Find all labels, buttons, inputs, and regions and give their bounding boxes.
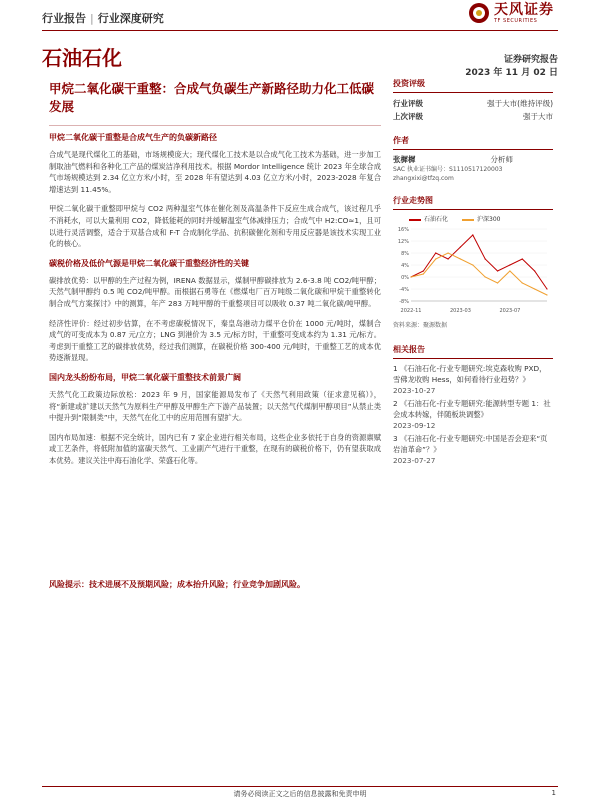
report-title: 甲烷二氧化碳干重整：合成气负碳生产新路径助力化工低碳发展 (49, 81, 375, 114)
data-point (435, 258, 436, 259)
footer-disclaimer: 请务必阅读正文之后的信息披露和免责申明 (233, 790, 367, 798)
section-heading-3: 国内龙头纷纷布局，甲烷二氧化碳干重整技术前景广阔 (49, 372, 241, 382)
related-report-date: 2023-07-27 (393, 456, 436, 465)
data-point (509, 270, 510, 271)
y-tick-label: 16% (397, 227, 409, 233)
trend-title: 行业走势图 (393, 195, 553, 210)
risk-warning: 风险提示：技术进展不及预期风险；成本抬升风险；行业竞争加剧风险。 (49, 580, 305, 589)
data-point (447, 258, 448, 259)
y-tick-label: 12% (397, 239, 409, 245)
author-role: 分析师 (490, 155, 513, 164)
rating-row (393, 97, 553, 110)
y-tick-label: 4% (401, 263, 409, 269)
chart-source: 资料来源：聚源数据 (393, 322, 448, 329)
data-point (460, 246, 461, 247)
related-report-date: 2023-09-12 (393, 421, 436, 430)
data-point (447, 252, 448, 253)
related-report-title[interactable]: 2 《石油石化-行业专题研究:能源转型专题 1：社会成本转嫁，伴随板块调整》 (393, 399, 551, 419)
rating-key: 上次评级 (393, 112, 423, 121)
legend-item (409, 214, 448, 223)
data-point (534, 270, 535, 271)
report-type: 证券研究报告 (503, 55, 558, 65)
author-email[interactable]: zhangxixi@tfzq.com (393, 175, 454, 182)
data-point (423, 273, 424, 274)
section-heading-1: 甲烷二氧化碳干重整是合成气生产的负碳新路径 (49, 133, 217, 142)
x-tick-label: 2023-03 (450, 308, 471, 314)
series-line-0 (411, 235, 547, 289)
data-point (534, 288, 535, 289)
data-point (497, 282, 498, 283)
x-tick-label: 2022-11 (400, 308, 422, 314)
paragraph: 碳排放优势：以甲醇的生产过程为例，IRENA 数据显示，煤制甲醇碳排放为 2.6-3.8 吨 CO2/吨甲醇；天然气制甲醇约 0.5 吨 CO2/吨甲醇。而根据石勇等在《燃煤电厂百万吨级二氧化碳和甲烷干重整转化制合成气方案探讨》中的测算，年产 283 万吨甲醇的干重整项目可以吸收 0.37 吨二氧化碳/吨甲醇。 (49, 275, 381, 308)
header-bar (42, 10, 164, 26)
author-row (393, 154, 513, 165)
author-cert: SAC 执业证书编号：S1110517120003 (393, 166, 503, 173)
data-point (460, 258, 461, 259)
data-point (485, 258, 486, 259)
related-report[interactable] (393, 363, 553, 396)
rating-title: 投资评级 (393, 78, 553, 93)
footer-divider (42, 786, 558, 787)
y-tick-label: -8% (399, 299, 409, 305)
summary-column (49, 125, 381, 474)
related-report-title[interactable]: 3 《石油石化-行业专题研究:中国是否会迎来“页岩油革命”？》 (393, 434, 548, 454)
related-title: 相关报告 (393, 344, 553, 359)
data-point (546, 294, 547, 295)
rating-row (393, 110, 553, 123)
paragraph: 甲烷二氧化碳干重整即甲烷与 CO2 两种温室气体在催化剂及高温条件下反应生成合成气，该过程几乎不消耗水，可以大量利用 CO2，降低能耗的同时并缓解温室气体减排压力；合成气中 H2:CO≈1，且可以进行灵活调整，适合于双基合成和 F-T 合成制化学品、抗积碳催化剂和专用反应器是该技术实现工业化的核心。 (49, 204, 381, 249)
section-heading-2: 碳税价格及低价气源是甲烷二氧化碳干重整经济性的关键 (49, 258, 249, 268)
related-report[interactable] (393, 398, 553, 431)
legend-label: 石油石化 (424, 216, 449, 223)
header-subcategory: 行业深度研究 (97, 12, 164, 25)
data-point (497, 270, 498, 271)
report-date: 2023 年 11 月 02 日 (465, 68, 558, 78)
paragraph: 经济性评价：经过初步估算，在不考虑碳税情况下，秦皇岛港动力煤平仓价在 1000 元/吨时，煤制合成气的可变成本为 0.87 元/立方；LNG 到港价为 3.5 元/标方时，干重整可变成本约为 1.31 元/标方。考虑到干重整工艺的碳排放优势，经过我们测算，在碳税价格 300-400 元/吨时，干重整工艺的成本优势逐渐显现。 (49, 318, 381, 363)
related-report-title[interactable]: 1 《石油石化-行业专题研究:埃克森收购 PXD，雪佛龙收购 Hess，如何看待行业趋势？》 (393, 364, 547, 384)
y-tick-label: -4% (399, 287, 409, 293)
data-point (522, 258, 523, 259)
chart-legend (409, 214, 553, 223)
legend-swatch (409, 219, 421, 221)
header-divider (42, 30, 558, 31)
tf-logo (468, 2, 554, 24)
logo-text-en: TF SECURITIES (494, 18, 538, 24)
y-tick-label: 8% (401, 251, 409, 257)
data-point (472, 264, 473, 265)
logo-text-cn: 天风证券 (494, 2, 554, 18)
y-tick-label: 0% (401, 275, 409, 281)
paragraph: 天然气化工政策边际放松：2023 年 9 月，国家能源局发布了《天然气利用政策（征求意见稿）》，将“新建或扩建以天然气为原料生产甲醇及甲醇生产下游产品装置；以天然气代煤制甲醇项目”从禁止类中提升到“限制类”中，天然气在化工中的应用范围有望扩大。 (49, 389, 381, 423)
sidebar-column (393, 78, 553, 468)
sector-title: 石油石化 (42, 46, 122, 70)
rating-value: 强于大市 (523, 112, 553, 121)
legend-item (462, 214, 500, 223)
legend-label: 沪深300 (477, 216, 501, 223)
trend-chart (393, 225, 553, 315)
paragraph: 合成气是现代煤化工的基础，市场规模庞大；现代煤化工技术是以合成气化工技术为基础，进一步加工制取油气燃料和各种化工产品的煤炭洁净利用技术。根据 Mordor Intelligence 统计 2023 年全球合成气市场规模达到 2.34 亿立方米/小时，至 2028 年有望达到 4.03 亿立方米/小时，2023-2028 年复合增速达到 11.45%。 (49, 150, 381, 194)
data-point (423, 270, 424, 271)
data-point (522, 282, 523, 283)
author-title: 作者 (393, 135, 553, 150)
rating-value: 强于大市(维持评级) (487, 99, 553, 108)
tf-logo-icon (468, 2, 490, 24)
legend-swatch (462, 219, 474, 221)
page-number: 1 (551, 789, 556, 797)
section-divider (49, 125, 381, 126)
x-tick-label: 2023-07 (499, 308, 521, 314)
data-point (546, 288, 547, 289)
data-point (410, 276, 411, 277)
paragraph: 国内布局加速：根据不完全统计，国内已有 7 家企业进行相关布局，这些企业多依托于自身的资源禀赋或工艺条件，将低附加值的富碳天然气、工业副产气进行干重整，在现有的碳税价格下，仍有望获取成本优势。建议关注中海石油化学、荣盛石化等。 (49, 432, 381, 465)
rating-key: 行业评级 (393, 99, 423, 108)
header-separator: | (90, 12, 94, 25)
related-report-date: 2023-10-27 (393, 386, 436, 395)
header-category: 行业报告 (42, 12, 86, 25)
author-name: 张樨樨 (393, 155, 416, 164)
data-point (485, 276, 486, 277)
data-point (472, 234, 473, 235)
data-point (509, 264, 510, 265)
data-point (435, 252, 436, 253)
related-report[interactable] (393, 433, 553, 466)
